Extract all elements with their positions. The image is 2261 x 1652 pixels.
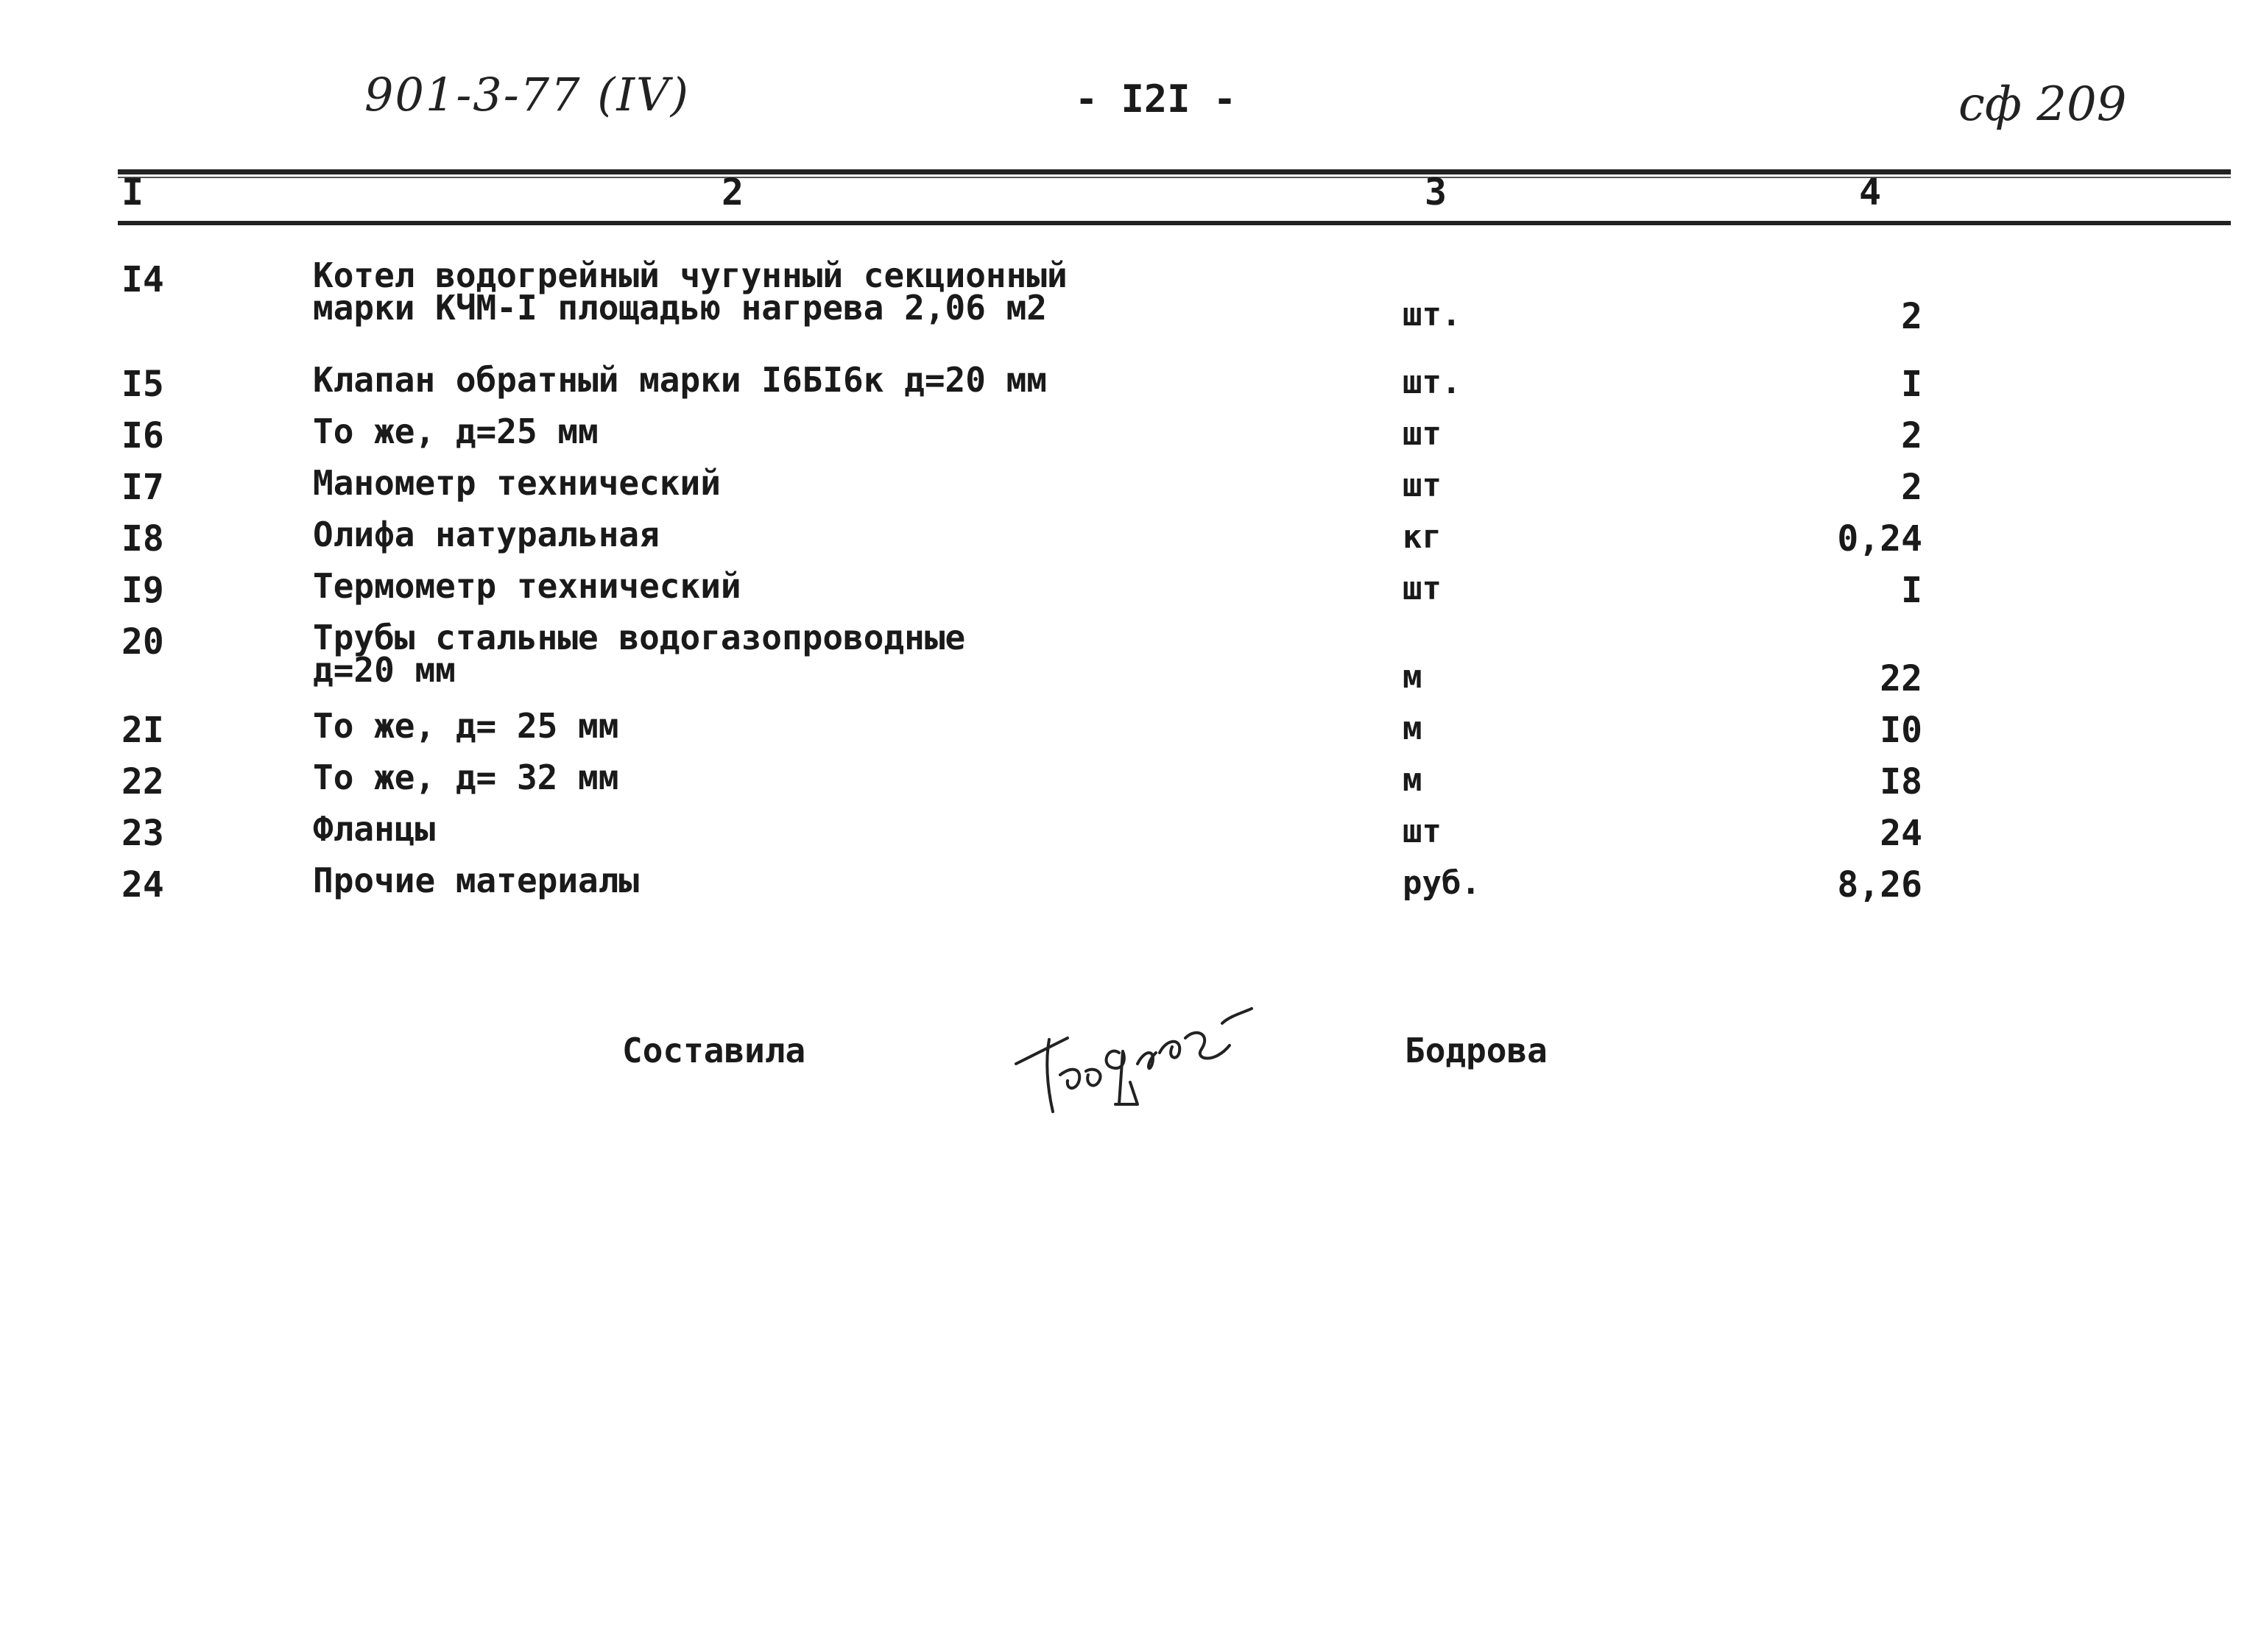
row-quantity: 24	[1880, 813, 1922, 854]
row-number: 24	[121, 864, 164, 906]
row-quantity: 0,24	[1837, 518, 1922, 560]
row-quantity: I0	[1880, 710, 1922, 751]
row-number: 2I	[121, 710, 164, 751]
row-unit: шт.	[1403, 364, 1461, 401]
row-unit: м	[1403, 710, 1422, 747]
row-number: 23	[121, 813, 164, 854]
compiler-name: Бодрова	[1405, 1031, 1548, 1070]
table-top-rule	[118, 169, 2231, 174]
row-description: Клапан обратный марки I6БI6к д=20 мм	[313, 360, 1047, 400]
row-description: Термометр технический	[313, 566, 741, 606]
row-description: То же, д= 32 мм	[313, 758, 619, 797]
row-number: 22	[121, 761, 164, 802]
row-description: Котел водогрейный чугунный секционный марки КЧМ-I площадью нагрева 2,06 м2	[313, 255, 1068, 328]
row-unit: шт.	[1403, 296, 1461, 333]
row-quantity: I8	[1880, 761, 1922, 802]
row-unit: м	[1403, 658, 1422, 696]
row-description: Трубы стальные водогазопроводные д=20 мм	[313, 618, 966, 690]
row-number: I9	[121, 570, 164, 611]
row-unit: шт	[1403, 415, 1442, 453]
row-number: I4	[121, 259, 164, 300]
row-quantity: I	[1901, 364, 1922, 405]
row-quantity: 22	[1880, 658, 1922, 699]
row-quantity: I	[1901, 570, 1922, 611]
compiled-by-label: Составила	[622, 1031, 806, 1070]
row-unit: кг	[1403, 518, 1442, 556]
column-header-2: 2	[722, 171, 744, 213]
row-description: Олифа натуральная	[313, 515, 660, 554]
row-quantity: 2	[1901, 467, 1922, 508]
row-unit: шт	[1403, 467, 1442, 504]
row-quantity: 8,26	[1837, 864, 1922, 906]
handwritten-signature	[1009, 994, 1281, 1119]
row-description: То же, д= 25 мм	[313, 706, 619, 746]
row-number: I6	[121, 415, 164, 456]
page-number: - I2I -	[1075, 77, 1237, 121]
column-header-1: I	[121, 171, 144, 213]
document-code: 901-3-77 (IV)	[364, 68, 690, 121]
column-header-3: 3	[1425, 171, 1447, 213]
row-unit: руб.	[1403, 864, 1481, 902]
row-quantity: 2	[1901, 415, 1922, 456]
column-header-4: 4	[1859, 171, 1882, 213]
row-description: То же, д=25 мм	[313, 412, 599, 451]
row-number: I8	[121, 518, 164, 560]
row-unit: шт	[1403, 570, 1442, 607]
row-unit: шт	[1403, 813, 1442, 850]
row-number: I7	[121, 467, 164, 508]
table-header-rule	[118, 221, 2231, 225]
row-description: Манометр технический	[313, 463, 721, 503]
row-description: Фланцы	[313, 809, 436, 849]
table-top-rule-thin	[118, 177, 2231, 178]
row-quantity: 2	[1901, 296, 1922, 337]
row-number: I5	[121, 364, 164, 405]
row-description: Прочие материалы	[313, 861, 640, 900]
sheet-mark: сф 209	[1958, 77, 2127, 132]
row-unit: м	[1403, 761, 1422, 799]
row-number: 20	[121, 621, 164, 663]
